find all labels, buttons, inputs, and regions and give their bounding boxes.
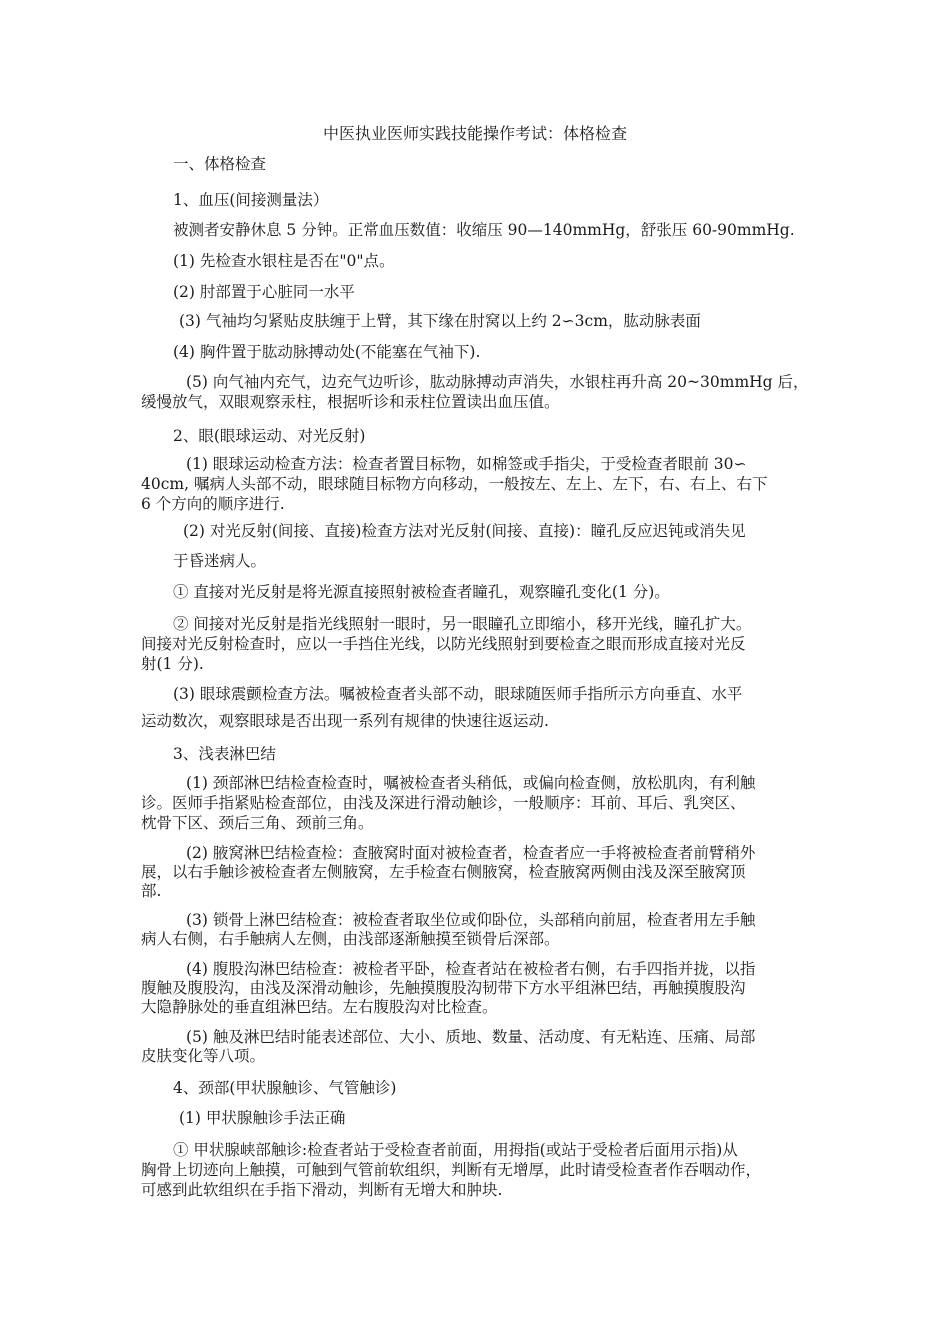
subsection-heading: 3、浅表淋巴结 bbox=[173, 745, 276, 763]
paragraph-line: 腹触及腹股沟，由浅及深滑动触诊，先触摸腹股沟韧带下方水平组淋巴结，再触摸腹股沟 bbox=[141, 979, 746, 997]
paragraph-line: (3) 眼球震颤检查方法。嘱被检查者头部不动，眼球随医师手指所示方向垂直、水平 bbox=[173, 685, 743, 703]
paragraph-line: 病人右侧，右手触病人左侧，由浅部逐渐触摸至锁骨后深部。 bbox=[141, 930, 560, 948]
paragraph-line: (3) 锁骨上淋巴结检查：被检查者取坐位或仰卧位，头部稍向前屈，检查者用左手触 bbox=[186, 911, 756, 929]
paragraph-line: 于昏迷病人。 bbox=[173, 552, 267, 570]
list-item: (1) 先检查水银柱是否在"0"点。 bbox=[173, 252, 395, 270]
subsection-heading: 4、颈部(甲状腺触诊、气管触诊) bbox=[173, 1079, 397, 1097]
paragraph-line: ① 直接对光反射是将光源直接照射被检查者瞳孔，观察瞳孔变化(1 分)。 bbox=[173, 583, 670, 601]
list-item: (1) 甲状腺触诊手法正确 bbox=[179, 1109, 346, 1127]
paragraph-line: 被测者安静休息 5 分钟。正常血压数值：收缩压 90—140mmHg，舒张压 60-90mmHg. bbox=[173, 221, 795, 239]
document-title: 中医执业医师实践技能操作考试：体格检查 bbox=[322, 124, 627, 143]
paragraph-line: 6 个方向的顺序进行. bbox=[141, 495, 285, 513]
paragraph-line: (2) 对光反射(间接、直接)检查方法对光反射(间接、直接)：瞳孔反应迟钝或消失见 bbox=[183, 522, 746, 540]
paragraph-line: (5) 向气袖内充气，边充气边听诊，肱动脉搏动声消失，水银柱再升高 20~30mmHg 后， bbox=[186, 373, 809, 391]
paragraph-line: 间接对光反射检查时，应以一手挡住光线，以防光线照射到要检查之眼而形成直接对光反 bbox=[141, 635, 746, 653]
subsection-heading: 2、眼(眼球运动、对光反射) bbox=[173, 427, 366, 445]
list-item: (3) 气袖均匀紧贴皮肤缠于上臂，其下缘在肘窝以上约 2∽3cm，肱动脉表面 bbox=[179, 312, 701, 330]
paragraph-line: 运动数次，观察眼球是否出现一系列有规律的快速往返运动. bbox=[141, 712, 549, 730]
paragraph-line: 枕骨下区、颈后三角、颈前三角。 bbox=[141, 814, 374, 832]
subsection-heading: 1、血压(间接测量法） bbox=[173, 191, 329, 209]
section-heading: 一、体格检查 bbox=[173, 155, 267, 173]
paragraph-line: (1) 颈部淋巴结检查检查时，嘱被检查者头稍低，或偏向检查侧，放松肌肉，有利触 bbox=[186, 774, 756, 792]
paragraph-line: 皮肤变化等八项。 bbox=[141, 1047, 266, 1065]
list-item: (4) 胸件置于肱动脉搏动处(不能塞在气袖下). bbox=[173, 343, 481, 361]
paragraph-line: 可感到此软组织在手指下滑动，判断有无增大和肿块. bbox=[141, 1181, 503, 1199]
paragraph-line: 射(1 分). bbox=[141, 655, 204, 673]
paragraph-line: (2) 腋窝淋巴结检查检：查腋窝时面对被检查者，检查者应一手将被检查者前臂稍外 bbox=[186, 844, 756, 862]
paragraph-line: (1) 眼球运动检查方法：检查者置目标物，如棉签或手指尖，于受检查者眼前 30∽ bbox=[186, 455, 747, 473]
paragraph-line: 部. bbox=[141, 882, 162, 900]
paragraph-line: 胸骨上切迹向上触摸，可触到气管前软组织，判断有无增厚，此时请受检查者作吞咽动作， bbox=[141, 1161, 762, 1179]
paragraph-line: 40cm, 嘱病人头部不动，眼球随目标物方向移动，一般按左、左上、左下，右、右上、右下 bbox=[141, 475, 768, 493]
paragraph-line: ② 间接对光反射是指光线照射一眼时，另一眼瞳孔立即缩小，移开光线，瞳孔扩大。 bbox=[173, 615, 752, 633]
paragraph-line: 缓慢放气，双眼观察汞柱，根据听诊和汞柱位置读出血压值。 bbox=[141, 393, 560, 411]
paragraph-line: (4) 腹股沟淋巴结检查：被检者平卧，检查者站在被检者右侧，右手四指并拢，以指 bbox=[186, 960, 756, 978]
paragraph-line: 诊。医师手指紧贴检查部位，由浅及深进行滑动触诊，一般顺序：耳前、耳后、乳突区、 bbox=[141, 794, 746, 812]
paragraph-line: 大隐静脉处的垂直组淋巴结。左右腹股沟对比检查。 bbox=[141, 998, 498, 1016]
paragraph-line: (5) 触及淋巴结时能表述部位、大小、质地、数量、活动度、有无粘连、压痛、局部 bbox=[186, 1028, 756, 1046]
paragraph-line: 展，以右手触诊被检查者左侧腋窝，左手检查右侧腋窝，检查腋窝两侧由浅及深至腋窝顶 bbox=[141, 863, 746, 881]
list-item: (2) 肘部置于心脏同一水平 bbox=[173, 283, 355, 301]
paragraph-line: ① 甲状腺峡部触诊:检查者站于受检查者前面，用拇指(或站于受检者后面用示指)从 bbox=[173, 1141, 738, 1159]
